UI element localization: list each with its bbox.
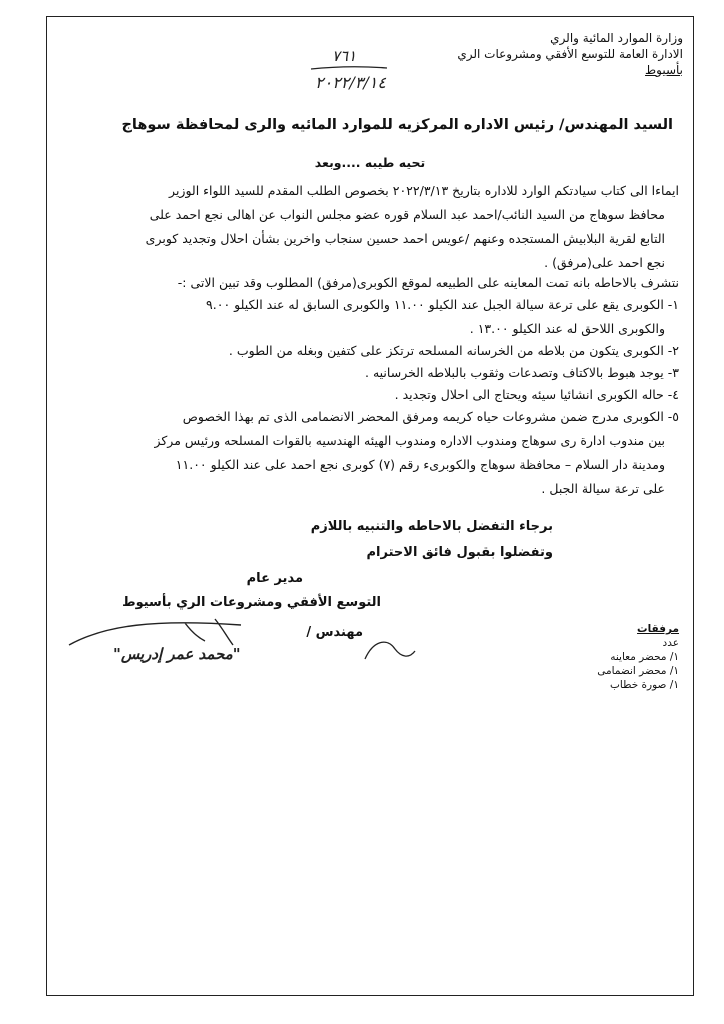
list-item-continuation: على ترعة سيالة الجبل .: [541, 481, 665, 496]
attachment-item: ١/ محضر معاينه: [610, 651, 679, 663]
list-item-continuation: ومدينة دار السلام – محافظة سوهاج والكوبرىء رقم (٧) كوبرى نجع احمد على عند الكيلو ١١.٠٠: [175, 457, 665, 472]
body-line: نجع احمد على(مرفق) .: [544, 255, 665, 270]
list-item: ٥- الكوبرى مدرج ضمن مشروعات حياه كريمه ومرفق المحضر الانضمامى الذى تم بهذا الخصوص: [182, 409, 679, 424]
attachments-heading: مرفقات: [637, 623, 679, 635]
attachment-item: ١/ صورة خطاب: [610, 679, 679, 691]
list-item-continuation: والكوبرى اللاحق له عند الكيلو ١٣.٠٠ .: [469, 321, 665, 336]
document-page: [46, 16, 694, 996]
closing-regards: وتفضلوا بقبول فائق الاحترام: [366, 545, 553, 560]
addressee-line: السيد المهندس/ رئيس الاداره المركزيه للموارد المائيه والرى لمحافظة سوهاج: [121, 117, 673, 133]
body-line: ايماءا الى كتاب سيادتكم الوارد للاداره بتاريخ ٢٠٢٢/٣/١٣ بخصوص الطلب المقدم للسيد اللواء الوزير: [169, 183, 679, 198]
administration-city: بأسيوط: [645, 63, 683, 77]
body-line: التابع لقرية البلابيش المستجده وعنهم /عويس احمد حسين سنجاب واخرين بشأن احلال وتجديد كوبرى: [145, 231, 665, 246]
attachments-count-label: عدد: [662, 637, 679, 649]
list-item: ١- الكوبرى يقع على ترعة سيالة الجبل عند الكيلو ١١.٠٠ والكوبرى السابق له عند الكيلو ٩.٠٠: [206, 297, 679, 312]
handwritten-date: ٢٠٢٢/٣/١٤: [315, 73, 386, 92]
reference-underline-stroke: [309, 63, 389, 73]
handwritten-reference-number: ٧٦١: [332, 47, 357, 65]
administration-name: الادارة العامة للتوسع الأفقي ومشروعات الري: [457, 47, 683, 61]
ministry-name: وزارة الموارد المائية والري: [550, 31, 683, 45]
signature-department: التوسع الأفقي ومشروعات الري بأسيوط: [122, 595, 381, 610]
handwritten-director-name: "محمد عمر إدريس": [113, 645, 241, 663]
list-item-continuation: بين مندوب ادارة رى سوهاج ومندوب الاداره ومندوب الهيئه الهندسيه بالقوات المسلحه ورئيس مركز: [154, 433, 665, 448]
body-line: محافظ سوهاج من السيد النائب/احمد عبد السلام قوره عضو مجلس النواب عن اهالى نجع احمد على: [149, 207, 665, 222]
signature-engineer-label: مهندس /: [306, 625, 363, 640]
list-item: ٤- حاله الكوبرى انشائيا سيئه ويحتاج الى احلال وتجديد .: [394, 387, 679, 402]
attachment-item: ١/ محضر انضمامى: [597, 665, 679, 677]
body-line: نتشرف بالاحاطه بانه تمت المعاينه على الطبيعه لموقع الكوبرى(مرفق) المطلوب وقد تبين الاتى :-: [177, 275, 679, 290]
list-item: ٣- يوجد هبوط بالاكتاف وتصدعات وثقوب بالبلاطه الخرسانيه .: [365, 365, 679, 380]
greeting: تحيه طيبه ....وبعد: [314, 155, 426, 170]
signature-title: مدير عام: [246, 571, 303, 586]
closing-request: برجاء التفضل بالاحاطه والتنبيه باللازم: [310, 519, 553, 534]
list-item: ٢- الكوبرى يتكون من بلاطه من الخرسانه المسلحه ترتكز على كتفين وبغله من الطوب .: [228, 343, 679, 358]
